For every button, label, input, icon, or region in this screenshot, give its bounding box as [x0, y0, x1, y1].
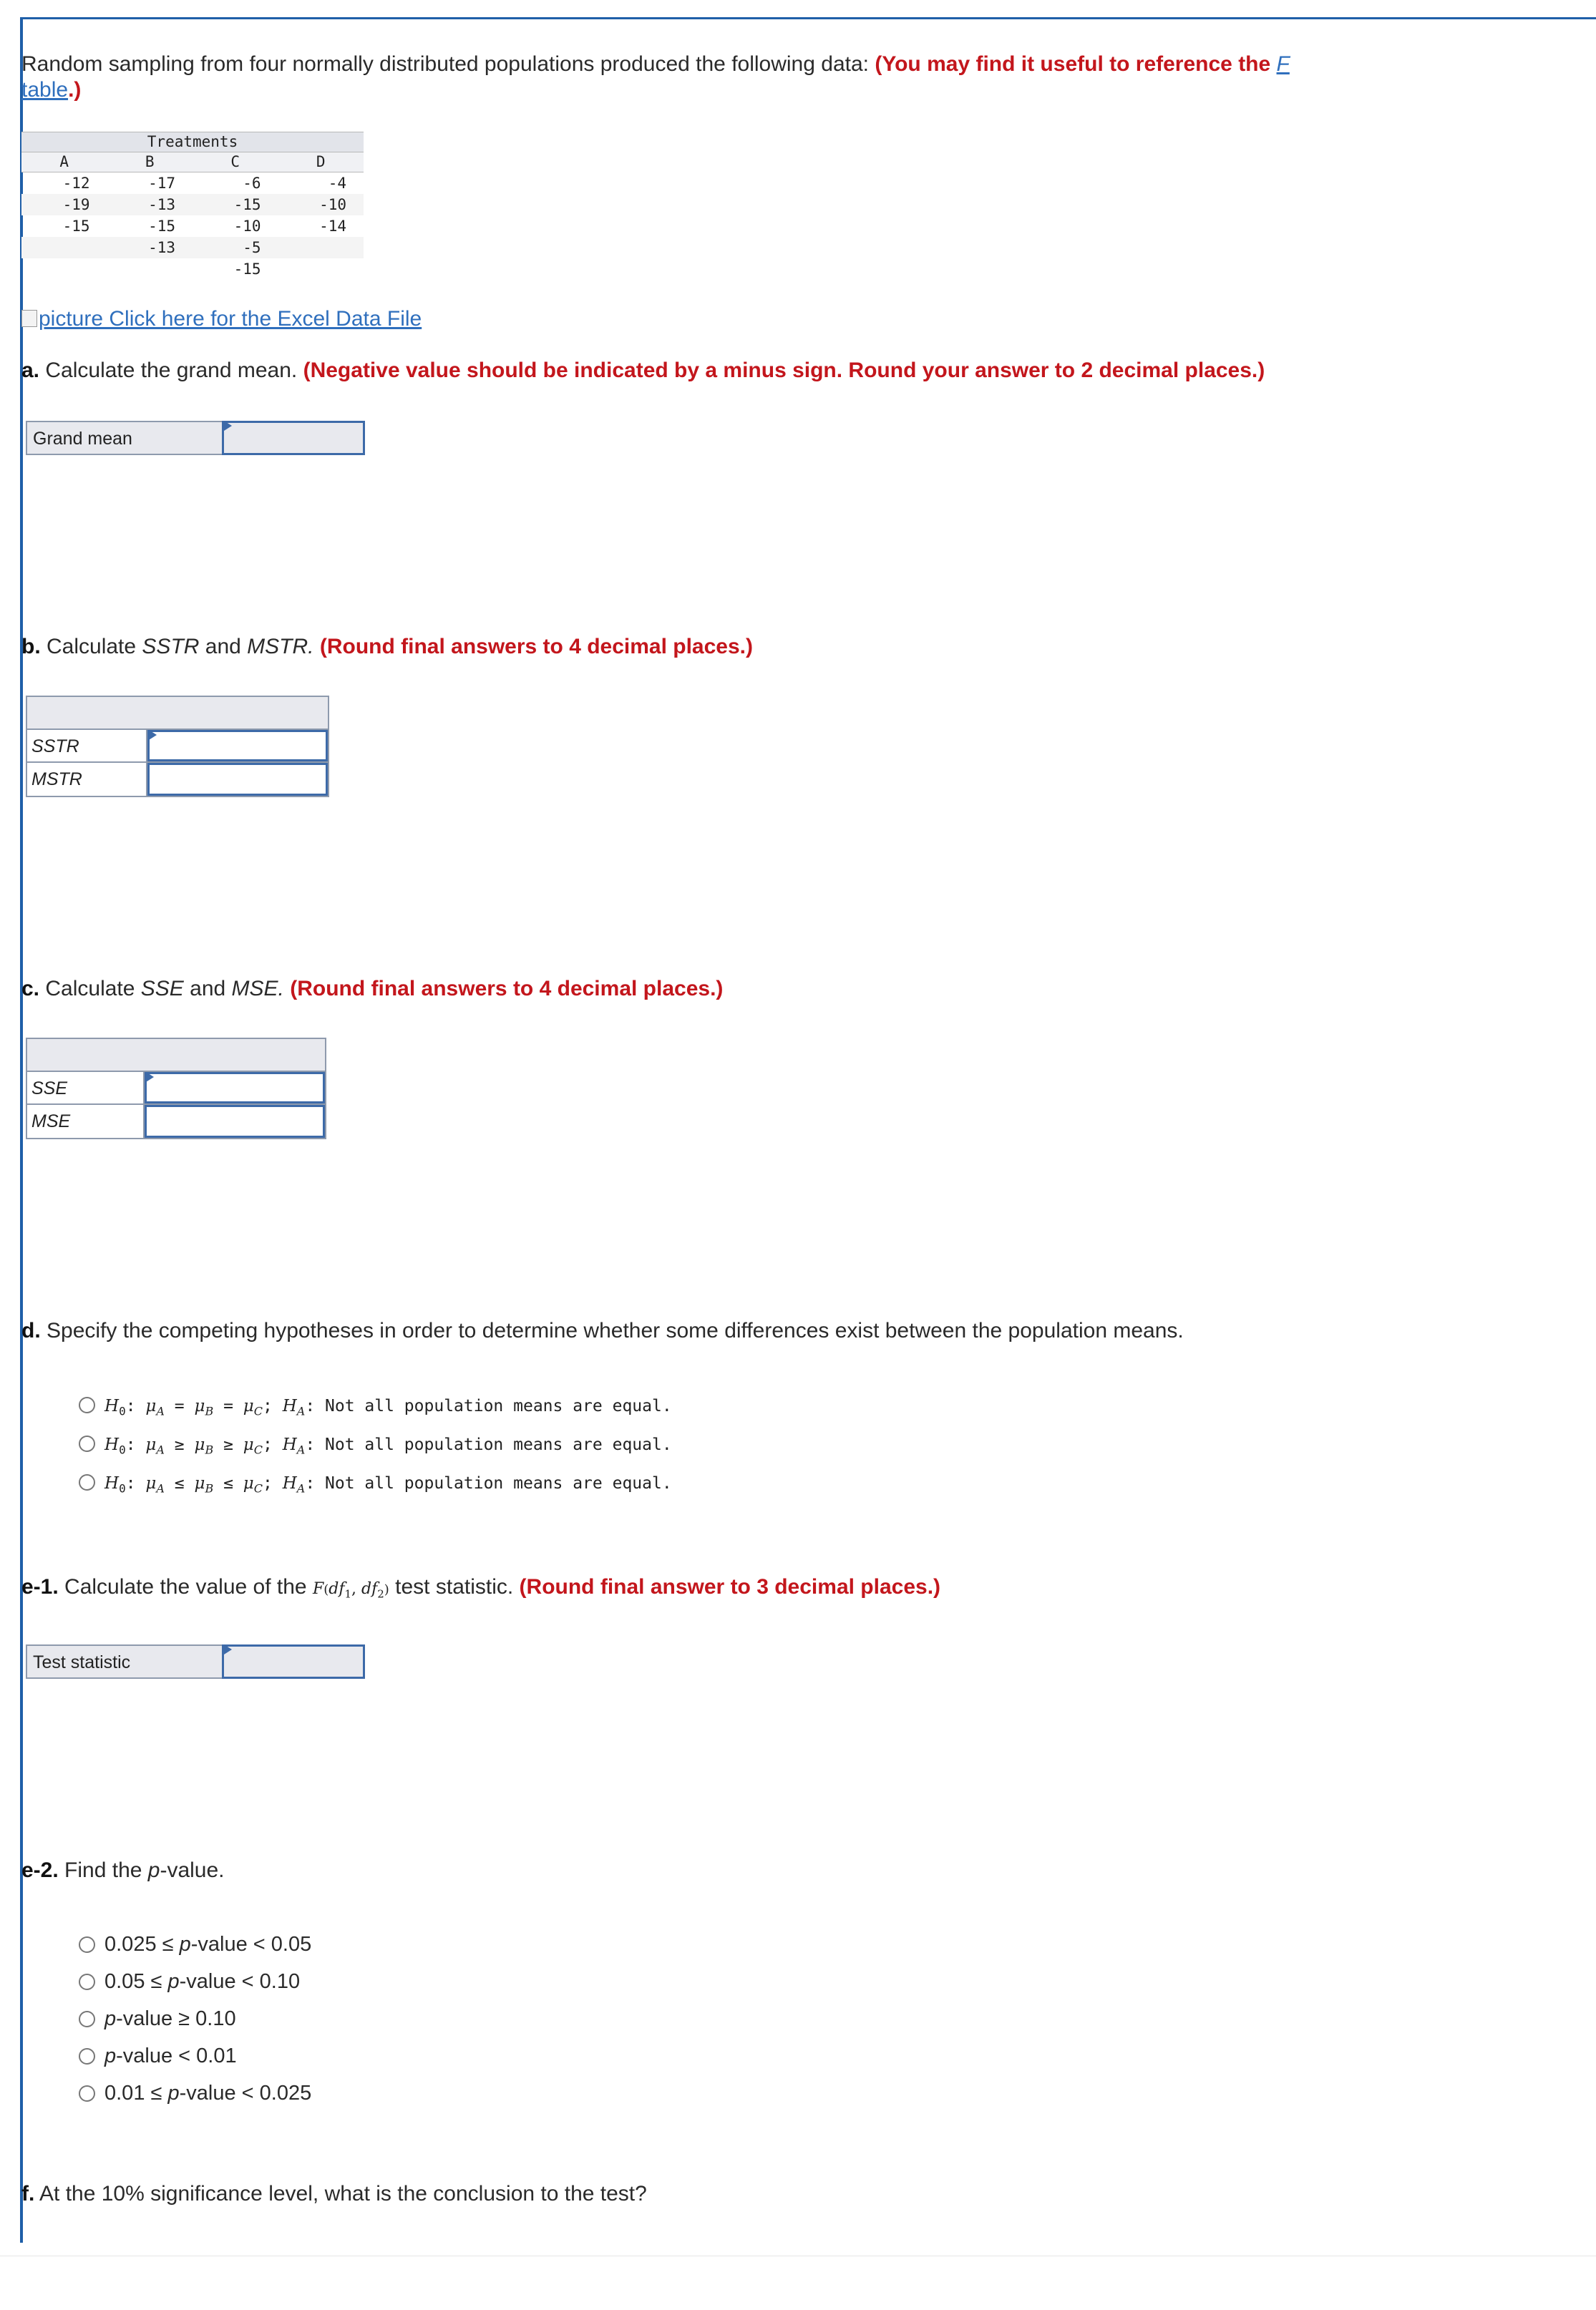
sse-input[interactable] [145, 1072, 325, 1103]
p-value-post: -value ≥ 0.10 [116, 2007, 236, 2030]
hyp-relation: ≤ [174, 1474, 185, 1493]
cell: -13 [148, 239, 175, 256]
part-e1-question [21, 1574, 940, 1607]
table-row [21, 237, 364, 258]
hypothesis-alt-text: Not all population means are equal. [325, 1474, 672, 1493]
hypothesis-alt-text: Not all population means are equal. [325, 1436, 672, 1454]
part-e1-text-2: test statistic. [389, 1575, 520, 1599]
p-value-option-4[interactable] [104, 2044, 237, 2068]
p-value-pre: 0.05 ≤ [104, 1970, 168, 1993]
frame-left-border [20, 17, 23, 2243]
part-e1-note: (Round final answer to 3 decimal places.) [519, 1575, 941, 1599]
p-value-post: -value < 0.05 [190, 1933, 312, 1956]
cell: -19 [62, 196, 90, 213]
part-c-note: (Round final answers to 4 decimal places.) [283, 977, 724, 1000]
cell [278, 258, 364, 280]
cell: -15 [148, 218, 175, 235]
sstr-label: SSTR [31, 736, 79, 756]
part-d-text: Specify the competing hypotheses in order to determine whether some differences exist between the population means. [40, 1319, 1184, 1342]
intro-note-suffix: .) [68, 78, 82, 102]
cell: -10 [319, 196, 346, 213]
part-a-letter: a. [21, 359, 40, 382]
part-a-text: Calculate the grand mean. [39, 359, 303, 382]
cell: -14 [319, 218, 346, 235]
part-e2-text-1: Find the [58, 1858, 148, 1882]
header-b: B [145, 153, 155, 170]
part-d-letter: d. [21, 1319, 41, 1342]
p-symbol: p [167, 1970, 180, 1993]
cell: -4 [328, 175, 346, 192]
mse-input[interactable] [145, 1105, 325, 1138]
sstr-input[interactable] [147, 730, 328, 761]
part-f-question [21, 2181, 647, 2207]
mse-label: MSE [31, 1111, 71, 1131]
cell: -17 [148, 175, 175, 192]
hypothesis-option-3[interactable]: $H_0$: $\mu_A \le \mu_B \le \mu_C$; $H_A$: Not all population means are equal. [104, 1474, 672, 1496]
p-value-pre: 0.01 ≤ [104, 2082, 168, 2105]
cell: -5 [243, 239, 261, 256]
part-b-text-1: Calculate [40, 635, 142, 658]
p-value-option-2-radio[interactable] [79, 1974, 95, 1990]
excel-data-link-row[interactable] [21, 306, 422, 332]
table-row [21, 258, 364, 280]
mstr-label: MSTR [31, 769, 82, 789]
input-flag-icon [224, 421, 232, 431]
header-c: C [230, 153, 240, 170]
part-b-table-header [26, 696, 329, 730]
p-value-post: -value < 0.025 [179, 2082, 312, 2105]
mstr-input[interactable] [147, 763, 328, 796]
p-value-pre: 0.025 ≤ [104, 1933, 180, 1956]
cell [21, 258, 107, 280]
f-table-link-f[interactable]: F [1276, 52, 1290, 76]
p-value-option-2[interactable] [104, 1969, 300, 1994]
cell: -15 [233, 260, 261, 278]
p-value-option-1[interactable] [104, 1932, 311, 1956]
hypothesis-option-2-radio[interactable] [79, 1436, 95, 1452]
part-e1-text-1: Calculate the value of the [58, 1575, 313, 1599]
cell: -15 [62, 218, 90, 235]
p-value-option-5[interactable] [104, 2081, 311, 2105]
cell: -12 [62, 175, 90, 192]
hyp-relation: ≥ [223, 1436, 233, 1454]
hyp-relation: = [174, 1397, 185, 1415]
part-c-table-header [26, 1038, 326, 1072]
part-e2-question [21, 1858, 225, 1883]
part-e2-letter: e-2. [21, 1858, 59, 1882]
part-c-question [21, 976, 723, 1002]
cell: -13 [148, 196, 175, 213]
p-symbol: p [167, 2082, 180, 2105]
treatments-table [21, 132, 364, 280]
grand-mean-label: Grand mean [33, 429, 132, 449]
broken-image-icon [21, 310, 37, 327]
cell [278, 237, 364, 258]
part-b-term-2: MSTR. [247, 635, 314, 658]
part-c-letter: c. [21, 977, 40, 1000]
hyp-relation: ≥ [174, 1436, 185, 1454]
part-b-note: (Round final answers to 4 decimal places.) [313, 635, 753, 658]
header-d: D [316, 153, 326, 170]
part-c-text-1: Calculate [39, 977, 141, 1000]
p-value-option-3[interactable] [104, 2007, 236, 2031]
part-c-term-2: MSE. [231, 977, 284, 1000]
part-e2-term: p [147, 1858, 160, 1882]
hypothesis-alt-text: Not all population means are equal. [325, 1397, 672, 1415]
treatments-header-row [21, 152, 364, 172]
part-a-question [21, 358, 1265, 384]
hypothesis-option-1[interactable]: $H_0$: $\mu_A = \mu_B = \mu_C$; $H_A$: Not all population means are equal. [104, 1397, 672, 1418]
header-a: A [59, 153, 69, 170]
part-e2-text-2: -value. [160, 1858, 225, 1882]
part-e1-letter: e-1. [21, 1575, 59, 1599]
cell: -6 [243, 175, 261, 192]
part-c-text-2: and [183, 977, 232, 1000]
frame-top-border [20, 17, 1596, 19]
intro-note-prefix: (You may find it useful to reference the [875, 52, 1277, 76]
test-statistic-label: Test statistic [33, 1652, 131, 1672]
part-f-text: At the 10% significance level, what is the conclusion to the test? [34, 2182, 647, 2206]
part-c-term-1: SSE [140, 977, 184, 1000]
part-b-text-2: and [199, 635, 248, 658]
hypothesis-option-3-radio[interactable] [79, 1474, 95, 1491]
p-symbol: p [104, 2007, 117, 2030]
intro-paragraph [21, 52, 1367, 103]
grand-mean-input[interactable] [222, 421, 365, 455]
part-b-question [21, 634, 753, 660]
cell: -10 [233, 218, 261, 235]
p-symbol: p [104, 2045, 117, 2067]
input-flag-icon [224, 1644, 232, 1654]
hyp-relation: ≤ [223, 1474, 233, 1493]
p-value-post: -value < 0.01 [116, 2045, 237, 2067]
p-value-option-4-radio[interactable] [79, 2048, 95, 2065]
part-a-note: (Negative value should be indicated by a minus sign. Round your answer to 2 decimal places.) [303, 359, 1265, 382]
intro-text: Random sampling from four normally distributed populations produced the following data: [21, 52, 875, 76]
cell [21, 237, 107, 258]
f-table-link[interactable]: table [21, 78, 69, 102]
f-stat-symbol: F [312, 1580, 324, 1598]
hypothesis-option-2[interactable]: $H_0$: $\mu_A \ge \mu_B \ge \mu_C$; $H_A$: Not all population means are equal. [104, 1436, 672, 1457]
cell: -15 [233, 196, 261, 213]
part-f-letter: f. [21, 2182, 35, 2206]
hyp-relation: = [223, 1397, 233, 1415]
table-row [21, 172, 364, 194]
p-value-post: -value < 0.10 [179, 1970, 301, 1993]
part-b-term-1: SSTR [142, 635, 200, 658]
table-row [21, 215, 364, 237]
input-flag-icon [146, 1072, 154, 1082]
part-d-question [21, 1318, 1184, 1344]
p-value-option-5-radio[interactable] [79, 2085, 95, 2102]
test-statistic-input[interactable] [222, 1644, 365, 1679]
p-value-option-3-radio[interactable] [79, 2011, 95, 2027]
table-row [21, 194, 364, 215]
p-symbol: p [179, 1933, 191, 1956]
hypothesis-option-1-radio[interactable] [79, 1397, 95, 1413]
sse-label: SSE [31, 1078, 68, 1098]
input-flag-icon [149, 730, 157, 740]
treatments-caption: Treatments [21, 132, 364, 152]
f-statistic-notation: $F(df_1$, $df_2$) [312, 1580, 389, 1601]
part-b-letter: b. [21, 635, 41, 658]
cell [107, 258, 193, 280]
p-value-option-1-radio[interactable] [79, 1936, 95, 1953]
excel-data-link[interactable]: picture Click here for the Excel Data File [39, 307, 422, 331]
